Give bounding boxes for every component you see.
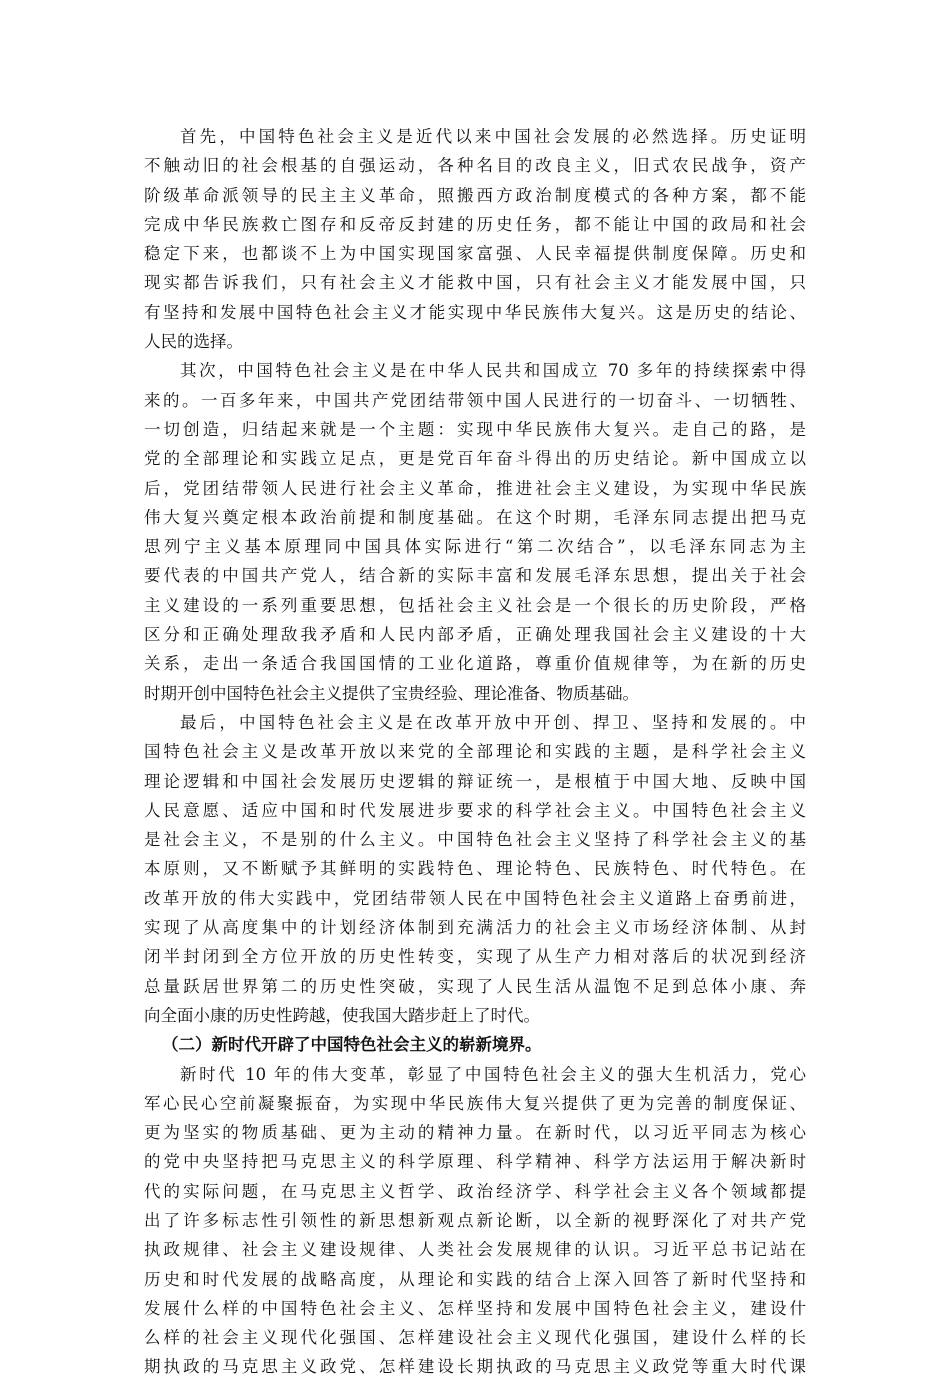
text-line: 的党中央坚持把马克思主义的科学原理、科学精神、科学方法运用于解决新时 xyxy=(144,1152,806,1172)
text-line: 一切创造，归结起来就是一个主题：实现中华民族伟大复兴。走自己的路，是 xyxy=(144,419,806,439)
text-line: 其次，中国特色社会主义是在中华人民共和国成立 70 多年的持续探索中得 xyxy=(180,361,806,381)
text-line: 现实都告诉我们，只有社会主义才能救中国，只有社会主义才能发展中国，只 xyxy=(144,273,806,293)
text-line: 军心民心空前凝聚振奋，为实现中华民族伟大复兴提供了更为完善的制度保证、 xyxy=(144,1093,806,1113)
text-line: 时期开创中国特色社会主义提供了宝贵经验、理论准备、物质基础。 xyxy=(144,683,639,703)
text-line: 出了许多标志性引领性的新思想新观点新论断，以全新的视野深化了对共产党 xyxy=(144,1210,806,1230)
paragraph xyxy=(144,122,806,356)
paragraph xyxy=(144,1060,806,1382)
text-line: 是社会主义，不是别的什么主义。中国特色社会主义坚持了科学社会主义的基 xyxy=(144,830,806,850)
text-line: 关系，走出一条适合我国国情的工业化道路，尊重价值规律等，为在新的历史 xyxy=(144,654,806,674)
text-line: 人民的选择。 xyxy=(144,332,243,352)
paragraph xyxy=(144,708,806,1030)
text-line: 新时代 10 年的伟大变革，彰显了中国特色社会主义的强大生机活力，党心 xyxy=(180,1064,806,1084)
text-line: 党的全部理论和实践立足点，更是党百年奋斗得出的历史结论。新中国成立以 xyxy=(144,449,806,469)
text-line: 来的。一百多年来，中国共产党团结带领中国人民进行的一切奋斗、一切牺牲、 xyxy=(144,390,806,410)
text-line: 发展什么样的中国特色社会主义、怎样坚持和发展中国特色社会主义，建设什 xyxy=(144,1298,806,1318)
text-line: 阶级革命派领导的民主主义革命，照搬西方政治制度模式的各种方案，都不能 xyxy=(144,185,806,205)
text-line: 闭半封闭到全方位开放的历史性转变，实现了从生产力相对落后的状况到经济 xyxy=(144,947,806,967)
text-line: 实现了从高度集中的计划经济体制到充满活力的社会主义市场经济体制、从封 xyxy=(144,918,806,938)
text-line: 不触动旧的社会根基的自强运动，各种名目的改良主义，旧式农民战争，资产 xyxy=(144,156,806,176)
heading-line: （二）新时代开辟了中国特色社会主义的崭新境界。 xyxy=(162,1035,542,1055)
document-page xyxy=(144,122,806,1382)
text-line: 理论逻辑和中国社会发展历史逻辑的辩证统一，是根植于中国大地、反映中国 xyxy=(144,771,806,791)
text-line: 伟大复兴奠定根本政治前提和制度基础。在这个时期，毛泽东同志提出把马克 xyxy=(144,507,806,527)
text-line: 主义建设的一系列重要思想，包括社会主义社会是一个很长的历史阶段，严格 xyxy=(144,595,806,615)
text-line: 首先，中国特色社会主义是近代以来中国社会发展的必然选择。历史证明 xyxy=(180,127,806,146)
text-line: 期执政的马克思主义政党、怎样建设长期执政的马克思主义政党等重大时代课 xyxy=(144,1357,806,1377)
text-line: 国特色社会主义是改革开放以来党的全部理论和实践的主题，是科学社会主义 xyxy=(144,742,806,762)
text-line: 历史和时代发展的战略高度，从理论和实践的结合上深入回答了新时代坚持和 xyxy=(144,1269,806,1289)
document-body xyxy=(144,122,806,1382)
text-line: 完成中华民族救亡图存和反帝反封建的历史任务，都不能让中国的政局和社会 xyxy=(144,214,806,234)
text-line: 人民意愿、适应中国和时代发展进步要求的科学社会主义。中国特色社会主义 xyxy=(144,800,806,820)
text-line: 思列宁主义基本原理同中国具体实际进行“第二次结合”，以毛泽东同志为主 xyxy=(144,537,806,557)
paragraph xyxy=(144,356,806,708)
text-line: 执政规律、社会主义建设规律、人类社会发展规律的认识。习近平总书记站在 xyxy=(144,1240,806,1260)
text-line: 改革开放的伟大实践中，党团结带领人民在中国特色社会主义道路上奋勇前进， xyxy=(144,888,806,908)
section-heading xyxy=(144,1030,806,1059)
text-line: 区分和正确处理敌我矛盾和人民内部矛盾，正确处理我国社会主义建设的十大 xyxy=(144,625,806,645)
text-line: 更为坚实的物质基础、更为主动的精神力量。在新时代，以习近平同志为核心 xyxy=(144,1123,806,1143)
text-line: 稳定下来，也都谈不上为中国实现国家富强、人民幸福提供制度保障。历史和 xyxy=(144,244,806,264)
text-line: 代的实际问题，在马克思主义哲学、政治经济学、科学社会主义各个领域都提 xyxy=(144,1181,806,1201)
text-line: 后，党团结带领人民进行社会主义革命，推进社会主义建设，为实现中华民族 xyxy=(144,478,806,498)
text-line: 最后，中国特色社会主义是在改革开放中开创、捍卫、坚持和发展的。中 xyxy=(180,712,806,732)
text-line: 么样的社会主义现代化强国、怎样建设社会主义现代化强国，建设什么样的长 xyxy=(144,1328,806,1348)
text-line: 有坚持和发展中国特色社会主义才能实现中华民族伟大复兴。这是历史的结论、 xyxy=(144,302,806,322)
text-line: 向全面小康的历史性跨越，使我国大踏步赶上了时代。 xyxy=(144,1005,540,1025)
text-line: 要代表的中国共产党人，结合新的实际丰富和发展毛泽东思想，提出关于社会 xyxy=(144,566,806,586)
text-line: 本原则，又不断赋予其鲜明的实践特色、理论特色、民族特色、时代特色。在 xyxy=(144,859,806,879)
text-line: 总量跃居世界第二的历史性突破，实现了人民生活从温饱不足到总体小康、奔 xyxy=(144,976,806,996)
